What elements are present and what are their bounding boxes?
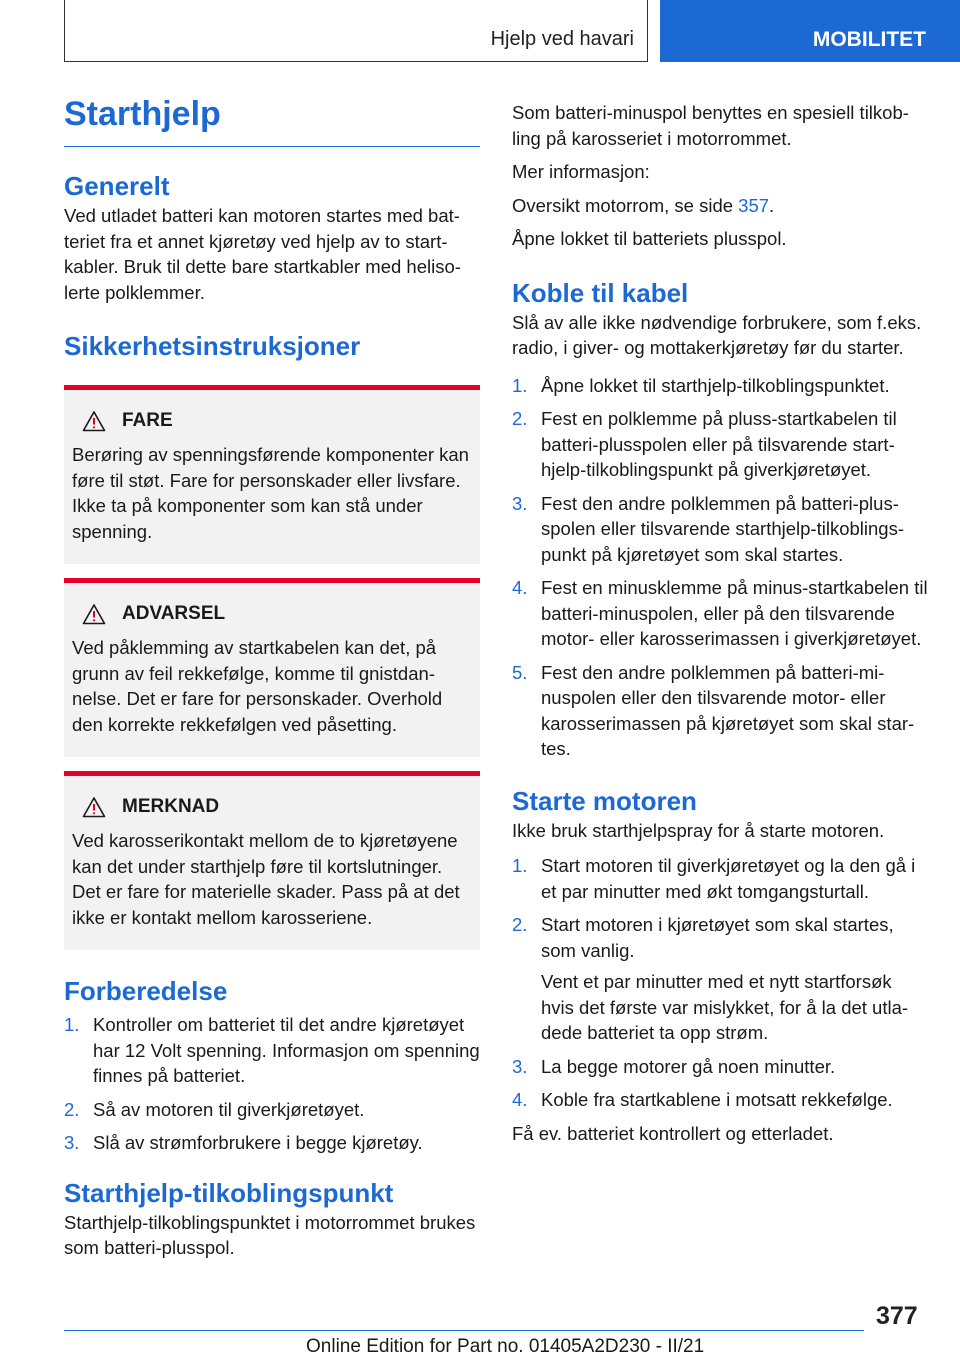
header-section-title: Hjelp ved havari	[490, 28, 634, 50]
open-lid-text: Åpne lokket til batteriets plusspol.	[512, 228, 787, 249]
list-item: 1. Kontroller om batteriet til det andre kjøretøyet har 12 Volt spenning. Informasjon om spenning finnes på batteriet.	[64, 1014, 480, 1086]
cable-text: Slå av alle ikke nødvendige forbrukere, som f.eks. radio, i giver- og mottakerkjøretøy før du starter.	[512, 311, 922, 358]
intro-text: Som batteri-minuspol benyttes en spesiell tilkobling på karosseriet i motorrommet.	[512, 102, 909, 149]
start-text: Ikke bruk starthjelpspray for å starte motoren.	[512, 819, 885, 841]
warning-triangle-icon	[82, 796, 106, 818]
list-item: 2. Så av motoren til giverkjøretøyet.	[64, 1098, 365, 1120]
heading-koble-til-kabel: Koble til kabel	[512, 277, 689, 308]
warning-label: ADVARSEL	[122, 603, 226, 624]
list-item: 2. Start motoren i kjøretøyet som skal startes, som vanlig. Vent et par minutter med et nytt startforsøk hvis det første var mislykket, for å la det utladede batteriet ta opp strøm.	[512, 912, 928, 1046]
warning-triangle-icon	[82, 603, 106, 625]
start-steps-list	[512, 853, 928, 1113]
warning-label: MERKNAD	[122, 796, 220, 817]
header-chapter-tab[interactable]: MOBILITET	[660, 0, 960, 62]
warning-box-advarsel	[64, 578, 480, 757]
page-number: 377	[876, 1302, 918, 1330]
list-item: 4. Koble fra startkablene i motsatt rekkefølge.	[512, 1089, 893, 1110]
generelt-text: Ved utladet batteri kan motoren startes med batteriet fra et annet kjøretøy ved hjelp av to startkabler. Bruk til dette bare startkabler med helisolerte polklemmer.	[64, 205, 461, 303]
heading-forberedelse: Forberedelse	[64, 976, 228, 1006]
list-item: 3. Fest den andre polklemmen på batteri-plusspolen eller tilsvarende starthjelp-tilkoblingspunkt på kjøretøyet som skal startes.	[512, 492, 904, 565]
footer-edition: Online Edition for Part no. 01405A2D230 - II/21	[306, 1336, 705, 1357]
prep-steps-list	[64, 1012, 480, 1156]
warning-box-merknad	[64, 771, 480, 950]
right-column	[512, 100, 928, 1146]
warning-text: Ved påklemming av startkabelen kan det, på grunn av feil rekkefølge, komme til gnistdannelse. Det er fare for personskader. Overhold den korrekte rekkefølgen ved påsetting.	[72, 637, 443, 735]
heading-safety: Sikkerhetsinstruksjoner	[64, 331, 361, 361]
warning-text: Ved karosserikontakt mellom de to kjøretøyene kan det under starthjelp føre til kortslutninger. Det er fare for materielle skader. Pass på at det ikke er kontakt mellom karosseriene.	[72, 830, 460, 928]
list-item-note: Vent et par minutter med et nytt startforsøk hvis det første var mislykket, for å la det utladede batteriet ta opp strøm.	[541, 971, 909, 1043]
page-title: Starthjelp	[64, 92, 480, 147]
heading-starte-motoren: Starte motoren	[512, 785, 697, 816]
heading-tilkoblingspunkt: Starthjelp-tilkoblingspunkt	[64, 1177, 394, 1208]
list-item: 1. Start motoren til giverkjøretøyet og la den gå i et par minutter med økt tomgangsturtall.	[512, 855, 916, 902]
warning-triangle-icon	[82, 410, 106, 432]
list-item: 2. Fest en polklemme på pluss-startkabelen til batteri-plusspolen eller på tilsvarende starthjelp-tilkoblingspunkt på giverkjøretøyet.	[512, 408, 897, 480]
list-item: 3. La begge motorer gå noen minutter.	[512, 1055, 836, 1077]
warning-text: Berøring av spenningsførende komponenter kan føre til støt. Fare for personskader eller livsfare. Ikke ta på komponenter som kan stå under spenning.	[72, 444, 469, 542]
list-item: 4. Fest en minusklemme på minus-startkabelen til batteri-minuspolen, eller på den tilsvarende motor- eller karosserimassen i giverkjøretøyet.	[512, 577, 928, 649]
overview-reference: Oversikt motorrom, se side 357.	[512, 194, 775, 216]
list-item: 5. Fest den andre polklemmen på batteri-minuspolen eller den tilsvarende motor- eller karosserimassen på kjøretøyet som skal startes.	[512, 661, 915, 759]
left-column	[64, 92, 480, 1261]
heading-generelt: Generelt	[64, 171, 170, 201]
list-item: 1. Åpne lokket til starthjelp-tilkoblingspunktet.	[512, 374, 890, 396]
footer-divider	[64, 1330, 864, 1331]
cable-steps-list	[512, 373, 928, 762]
list-item: 3. Slå av strømforbrukere i begge kjøretøy.	[64, 1132, 423, 1153]
warning-box-fare	[64, 385, 480, 564]
page-link-357[interactable]: 357	[738, 194, 770, 216]
warning-label: FARE	[122, 410, 173, 431]
final-text: Få ev. batteriet kontrollert og etterladet.	[512, 1122, 834, 1144]
more-info-text: Mer informasjon:	[512, 161, 650, 182]
tilkoblingspunkt-text: Starthjelp-tilkoblingspunktet i motorrommet brukes som batteri-plusspol.	[64, 1211, 476, 1258]
